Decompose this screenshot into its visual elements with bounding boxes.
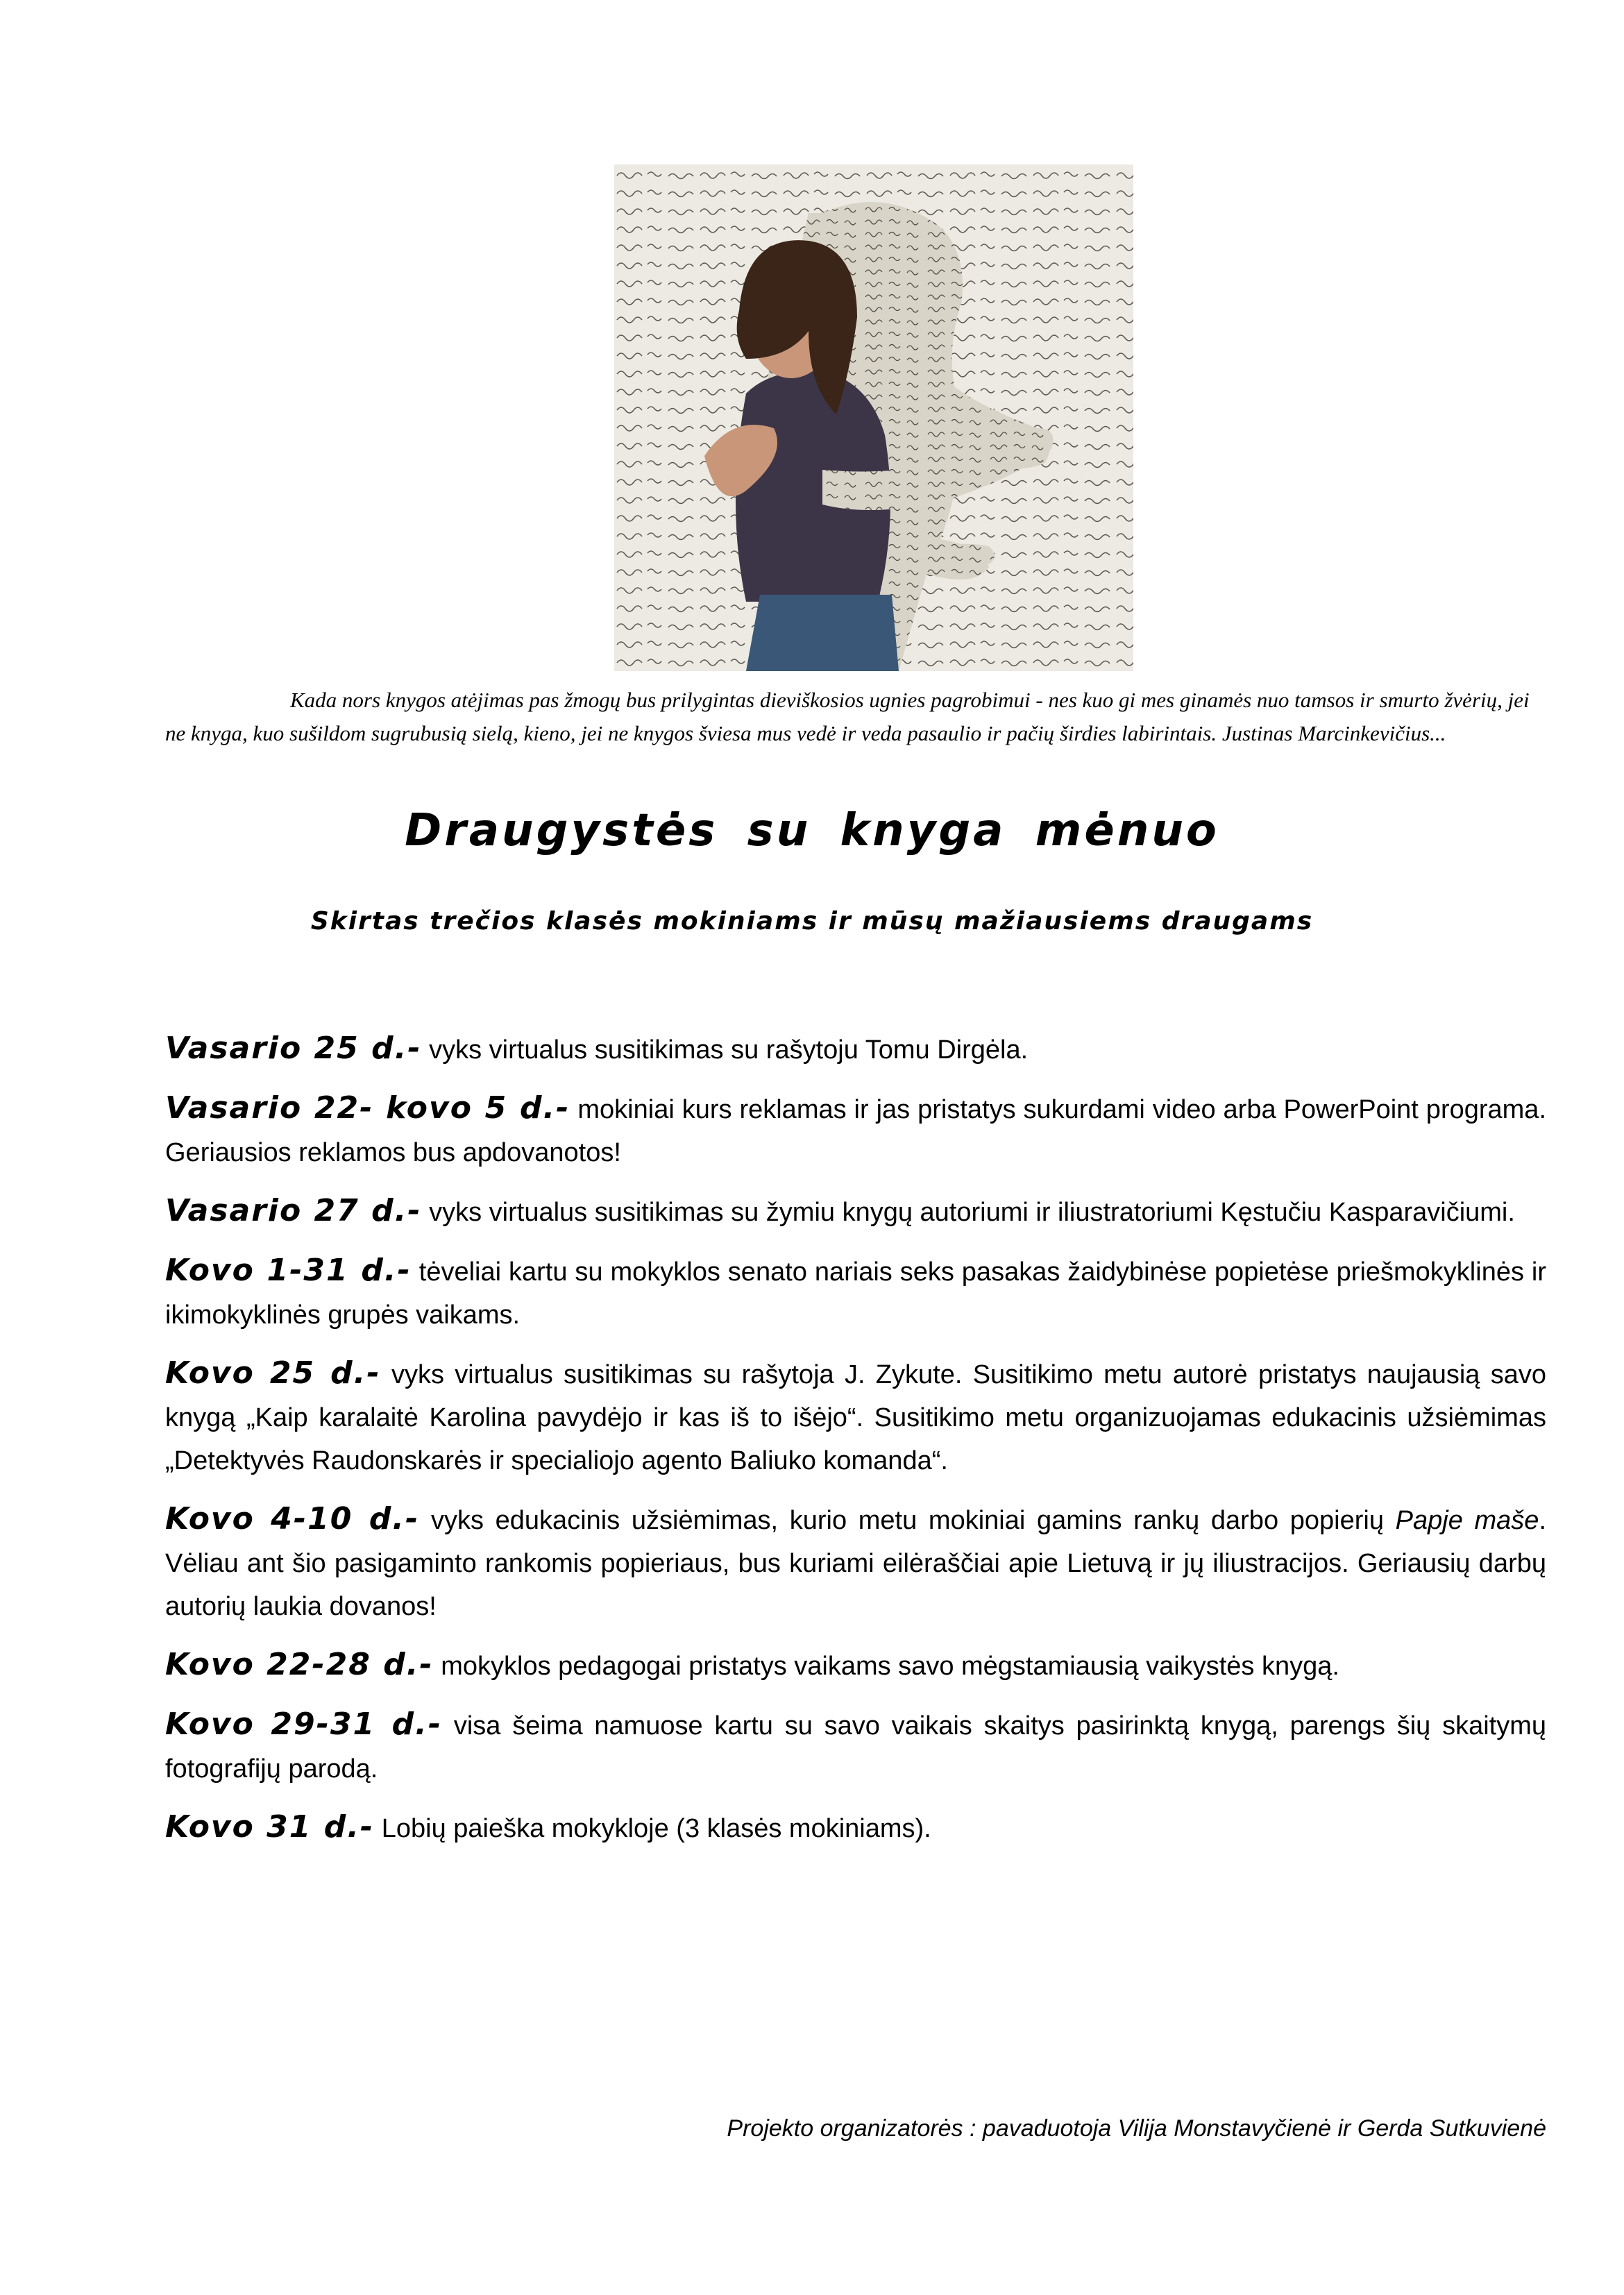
event-item bbox=[165, 1806, 1546, 1850]
event-list bbox=[165, 1027, 1546, 1865]
event-date: Kovo 31 d.- bbox=[165, 1809, 375, 1845]
event-item bbox=[165, 1189, 1546, 1234]
event-description: vyks virtualus susitikimas su rašytoju Tomu Dirgėla. bbox=[421, 1035, 1029, 1065]
event-description-italic: Papje maše bbox=[1395, 1506, 1539, 1535]
event-item bbox=[165, 1249, 1546, 1337]
event-item bbox=[165, 1087, 1546, 1174]
event-description-part: vyks edukacinis užsiėmimas, kurio metu mokiniai gamins rankų darbo popierių bbox=[419, 1506, 1396, 1535]
event-item bbox=[165, 1498, 1546, 1628]
event-description: visa šeima namuose kartu su savo vaikais skaitys pasirinktą knygą, parengs šių skaitymų fotografijų parodą. bbox=[165, 1711, 1546, 1784]
event-description: Lobių paieška mokykloje (3 klasės mokiniams). bbox=[374, 1814, 931, 1843]
page-title: Draugystės su knyga mėnuo bbox=[405, 805, 1219, 856]
event-description: tėveliai kartu su mokyklos senato nariais seks pasakas žaidybinėse popietėse priešmokyklinės ir ikimokyklinės grupės vaikams. bbox=[165, 1257, 1546, 1330]
event-item bbox=[165, 1703, 1546, 1790]
event-date: Kovo 4-10 d.- bbox=[165, 1501, 420, 1536]
hero-photo-illustration bbox=[614, 164, 1133, 671]
event-date: Kovo 1-31 d.- bbox=[165, 1253, 412, 1288]
event-item bbox=[165, 1643, 1546, 1688]
event-item bbox=[165, 1352, 1546, 1482]
event-description: vyks virtualus susitikimas su rašytoja J. Zykute. Susitikimo metu autorė pristatys naujausią savo knygą „Kaip karalaitė Karolina pavydėjo ir kas iš to išėjo“. Susitikimo metu organizuojamas edukacinis užsiėmimas „Detektyvės Raudonskarės ir specialiojo agento Baliuko komanda“. bbox=[165, 1360, 1546, 1475]
event-date: Vasario 25 d.- bbox=[165, 1031, 422, 1066]
page-subtitle: Skirtas trečios klasės mokiniams ir mūsų mažiausiems draugams bbox=[310, 907, 1314, 935]
event-item bbox=[165, 1027, 1546, 1072]
event-description-part: . Vėliau ant šio pasigaminto rankomis popieriaus, bus kuriami eilėraščiai apie Lietuvą ir jų iliustracijos. Geriausių darbų autorių laukia dovanos! bbox=[165, 1506, 1546, 1621]
event-date: Kovo 22-28 d.- bbox=[165, 1647, 434, 1682]
event-description: vyks virtualus susitikimas su žymiu knygų autoriumi ir iliustratoriumi Kęstučiu Kasparavičiumi. bbox=[421, 1198, 1515, 1227]
hero-photo bbox=[614, 164, 1133, 671]
event-date: Kovo 25 d.- bbox=[165, 1355, 381, 1391]
event-description: mokyklos pedagogai pristatys vaikams savo mėgstamiausią vaikystės knygą. bbox=[433, 1652, 1339, 1681]
event-date: Kovo 29-31 d.- bbox=[165, 1707, 443, 1742]
event-date: Vasario 22- kovo 5 d.- bbox=[165, 1090, 570, 1126]
project-credit: Projekto organizatorės : pavaduotoja Vilija Monstavyčienė ir Gerda Sutkuvienė bbox=[727, 2115, 1546, 2142]
event-description: mokiniai kurs reklamas ir jas pristatys sukurdami video arba PowerPoint programa. Geriausios reklamos bus apdovanotos! bbox=[165, 1095, 1547, 1167]
intro-quote: Kada nors knygos atėjimas pas žmogų bus prilygintas dieviškosios ugnies pagrobimui - nes kuo gi mes ginamės nuo tamsos ir smurto žvėrių, jei ne knyga, kuo sušildom sugrubusią sielą, kieno, jei ne knygos šviesa mus vedė ir veda pasaulio ir pačių širdies labirintais. Justinas Marcinkevičius... bbox=[165, 688, 1530, 745]
event-date: Vasario 27 d.- bbox=[165, 1193, 422, 1228]
